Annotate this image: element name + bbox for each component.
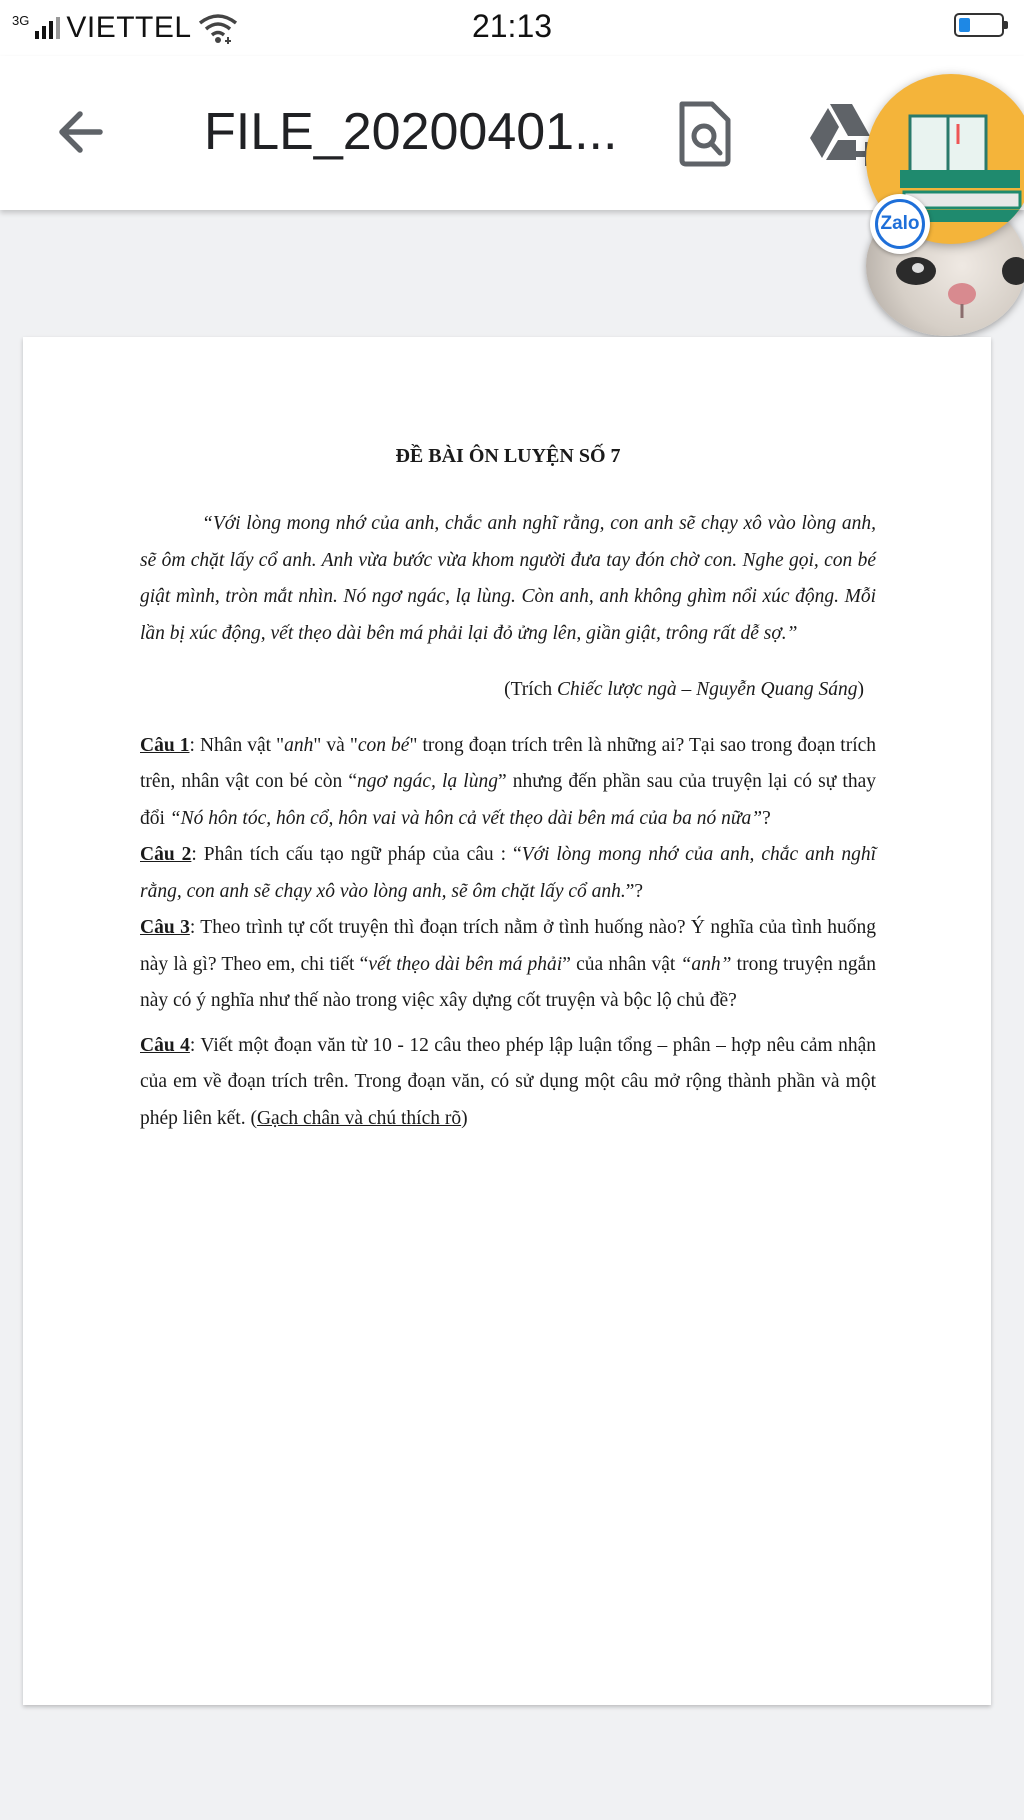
source-work: Chiếc lược ngà – Nguyễn Quang Sáng [557,678,858,700]
file-title: FILE_20200401... [204,103,618,161]
find-in-document-button[interactable] [672,98,738,168]
q1-text: " trong đoạn trích trên là những ai? Tại sao trong đoạn trích trên, nhân vật con bé còn “ [140,734,877,792]
battery-level [959,18,970,32]
q3-text: ” của nhân vật [562,953,681,975]
q3-italic: vết thẹo dài bên má phải [368,953,563,975]
zalo-logo-icon [875,199,925,249]
excerpt-source [140,672,864,709]
source-suffix: ) [857,678,864,700]
excerpt-quote: “Với lòng mong nhớ của anh, chắc anh nghĩ rằng, con anh sẽ chạy xô vào lòng anh, sẽ ôm chặt lấy cổ anh. Anh vừa bước vừa khom người đưa tay đón chờ con. Nghe gọi, con bé giật mình, tròn mắt nhìn. Nó ngơ ngác, lạ lùng. Còn anh, anh không ghìm nổi xúc động. Mỗi lần bị xúc động, vết thẹo dài bên má phải lại đỏ ửng lên, giần giật, trông rất dễ sợ.” [140,513,876,644]
carrier-name: VIETTEL [66,11,192,44]
spacer [140,1020,876,1028]
q2-text: ”? [625,880,644,902]
battery-icon [954,13,1004,37]
q1-italic: anh [284,734,314,756]
find-in-page-icon [672,98,738,168]
question-4 [140,1028,876,1138]
q1-text: " và " [313,734,358,756]
q1-text: ? [762,807,771,829]
question-1-label: Câu 1 [140,734,190,756]
document-body [140,445,876,1137]
question-3-label: Câu 3 [140,917,190,938]
source-prefix: (Trích [504,678,557,700]
q3-italic: “anh” [680,953,732,975]
question-4-label: Câu 4 [140,1034,190,1056]
q1-text: : Nhân vật " [189,734,285,756]
zalo-label: Zalo [880,213,920,234]
document-page[interactable] [23,337,991,1705]
q1-italic: “Nó hôn tóc, hôn cổ, hôn vai và hôn cả vết thẹo dài bên má của ba nó nữa” [169,807,763,829]
back-button[interactable] [48,100,112,164]
status-bar [0,0,1024,56]
q3-text: trong truyện ngắn này có ý nghĩa như thế nào trong việc xây dựng cốt truyện và bộc lộ chủ đề? [140,953,876,1011]
q4-text: : Viết một đoạn văn từ 10 - 12 câu theo phép lập luận tổng – phân – hợp nêu cảm nhận của em về đoạn trích trên. Trong đoạn văn, có sử dụng một câu mở rộng thành phần và một phép liên kết. ( [140,1034,877,1129]
q2-italic: Với lòng mong nhớ của anh, chắc anh nghĩ rằng, con anh sẽ chạy xô vào lòng anh, sẽ ôm chặt lấy cổ anh. [140,844,876,902]
q1-text: ” nhưng đến phần sau của truyện lại có sự thay đổi [140,771,876,829]
question-1 [140,728,876,838]
q4-underline: Gạch chân và chú thích rõ [256,1107,462,1129]
q1-italic: ngơ ngác, lạ lùng [357,771,498,792]
question-3 [140,910,876,1020]
question-2 [140,837,876,910]
network-type: 3G [12,12,30,28]
q2-text: : Phân tích cấu tạo ngữ pháp của câu : “ [191,844,522,865]
document-title: ĐỀ BÀI ÔN LUYỆN SỐ 7 [395,445,621,467]
zalo-badge [870,194,930,254]
q3-text: : Theo trình tự cốt truyện thì đoạn trích nằm ở tình huống nào? Ý nghĩa của tình huống này là gì? Theo em, chi tiết “ [140,917,876,975]
q4-text: ) [461,1107,468,1129]
q1-italic: con bé [357,734,410,756]
question-2-label: Câu 2 [140,844,192,865]
clock: 21:13 [471,8,553,44]
arrow-back-icon [54,106,106,158]
